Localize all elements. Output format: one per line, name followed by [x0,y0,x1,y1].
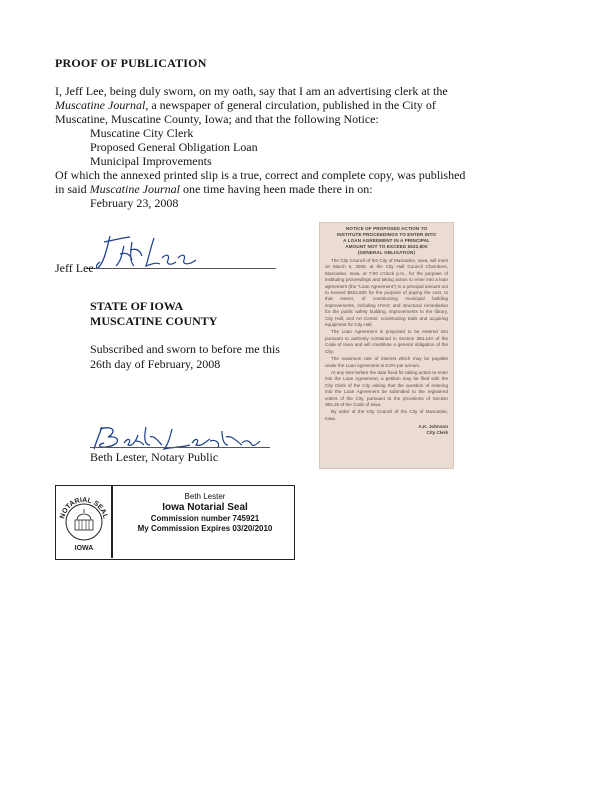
svg-text:NOTARIAL SEAL: NOTARIAL SEAL [59,496,109,520]
oath-line-2 [55,98,436,112]
clipping-sign-name: A.K. Johnson [418,424,448,430]
publication-date: February 23, 2008 [90,196,179,210]
clipping-paragraph: By order of the City Council of the City of Muscatine, Iowa. [325,409,448,421]
document-title: PROOF OF PUBLICATION [55,56,207,70]
beth-signature-line [90,447,270,448]
newspaper-clipping [319,222,454,469]
oath-line-3: Muscatine, Muscatine County, Iowa; and that the following Notice: [55,112,379,126]
county-heading: MUSCATINE COUNTY [90,314,218,328]
svg-text:IOWA: IOWA [74,545,94,552]
seal-commission-expires: My Commission Expires 03/20/2010 [137,524,273,533]
notary-label: Beth Lester, Notary Public [90,450,219,464]
subscribed-line-1: Subscribed and sworn to before me this [90,342,280,356]
annexed-line-2 [55,182,373,196]
seal-commission-number: Commission number 745921 [150,514,260,523]
oath-line-2-rest: , a newspaper of general circulation, published in the City of [145,98,436,112]
notarial-seal-emblem [58,488,110,561]
subscribed-line-2: 26th day of February, 2008 [90,357,221,371]
clipping-heading-line: A LOAN AGREEMENT IN A PRINCIPAL [343,238,430,243]
clipping-heading-line: NOTICE OF PROPOSED ACTION TO [345,226,428,231]
clipping-heading [319,222,454,258]
clipping-heading-line: INSTITUTE PROCEEDINGS TO ENTER INTO [336,232,437,237]
seal-notary-name: Beth Lester [184,492,226,501]
annexed-line-2-b: one time having heen made there in on: [180,182,373,196]
seal-title: Iowa Notarial Seal [162,502,248,513]
seal-divider [111,486,113,558]
clipping-paragraph: At any time before the date fixed for taking action to enter into the Loan Agreement, a petition may be filed with the City Clerk of the City asking that the question of entering into the Loan Agreement be submitted to the registered voters of the City, pursuant to the provisions of Section 384.26 of the Code of Iowa. [325,369,448,407]
notice-line-2: Proposed General Obligation Loan [90,140,258,154]
clipping-paragraph: The City Council of the City of Muscatine, Iowa, will meet on March 6, 2008, at the City Hall Council Chambers, Muscatine, Iowa, at 7:00 o'clock p.m., for the purpose of instituting proceedings and taking action to enter into a loan agreement (the "Loan Agreement") in a principal amount not to exceed $622,800 for the purpose of paying the cost, to that extent, of constructing municipal building improvements, including HVAC and structural remediation for the public safety building, improvements to the library, City Hall, and Art Center, constructing trails and acquiring equipment for City Hall. [325,258,448,328]
clipping-heading-line: (GENERAL OBLIGATION) [357,250,416,255]
jeff-lee-signature [96,232,216,277]
newspaper-name: Muscatine Journal [55,98,146,112]
clipping-signature [319,423,454,436]
state-heading: STATE OF IOWA [90,299,184,313]
jeff-signature-line [86,268,276,269]
jeff-lee-label: Jeff Lee [55,261,94,275]
seal-text-block [120,492,290,534]
annexed-line-2-a: in said [55,182,90,196]
notice-line-1: Muscatine City Clerk [90,126,194,140]
clipping-sign-title: City Clerk [426,430,448,436]
notarial-seal-box [55,485,295,560]
clipping-heading-line: AMOUNT NOT TO EXCEED $622,800 [345,244,428,249]
newspaper-name-2: Muscatine Journal [89,182,180,196]
clipping-body [319,258,454,422]
notice-line-3: Municipal Improvements [90,154,212,168]
oath-line-1: I, Jeff Lee, being duly sworn, on my oath, say that I am an advertising clerk at the [55,84,448,98]
clipping-paragraph: The Loan Agreement is proposed to be entered into pursuant to authority contained in Section 384.24A of the Code of Iowa and will constitute a general obligation of the City. [325,329,448,354]
clipping-paragraph: The maximum rate of interest which may be payable under the Loan Agreement is 8.0% per annum. [325,356,448,368]
annexed-line-1: Of which the annexed printed slip is a true, correct and complete copy, was published [55,168,466,182]
